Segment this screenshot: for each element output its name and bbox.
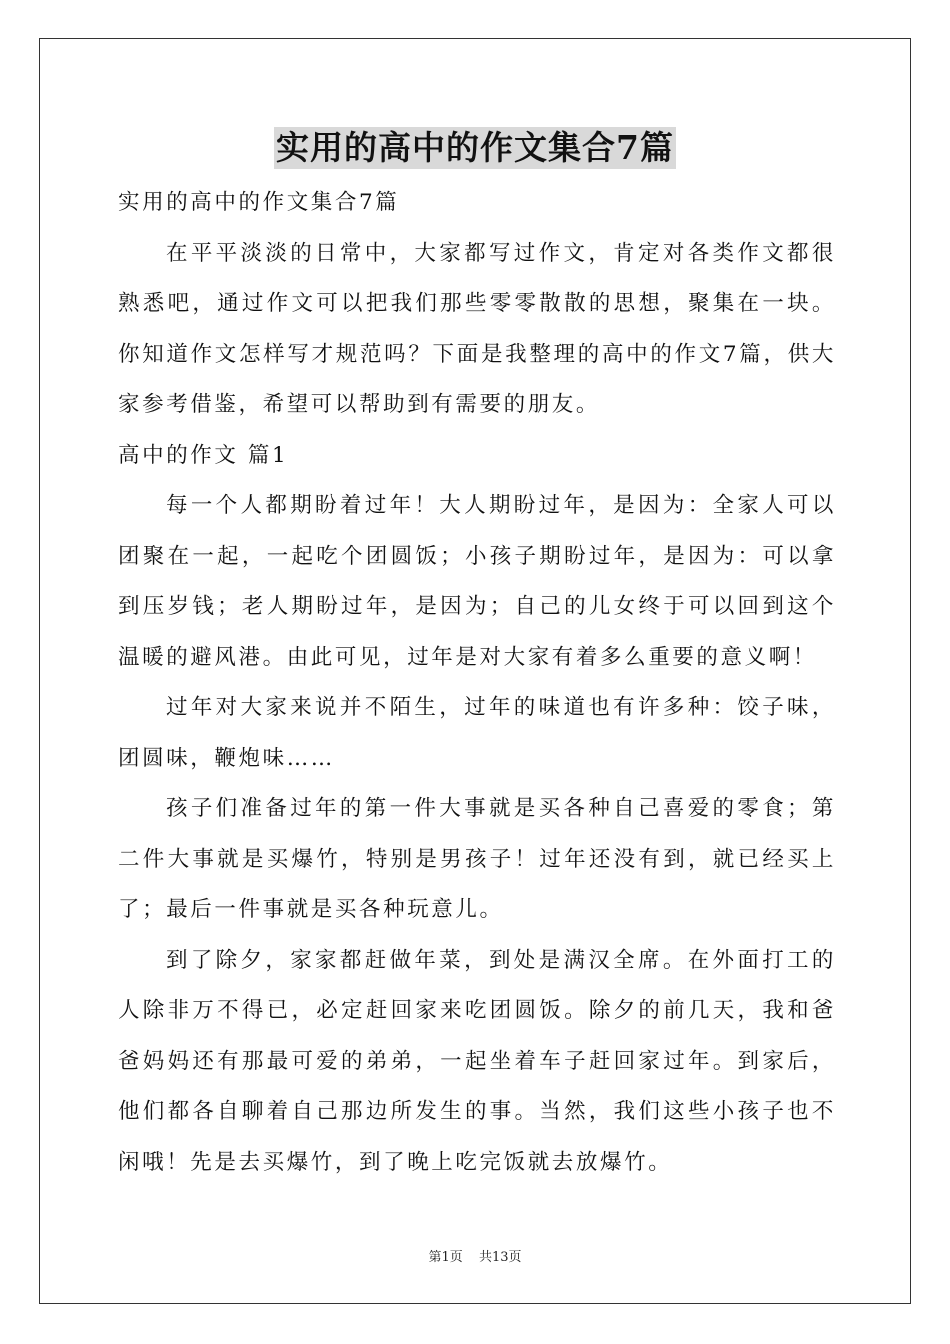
page-total: 共13页 xyxy=(478,1250,522,1265)
page-number: 第1页 xyxy=(428,1250,463,1265)
section-heading: 高中的作文 篇1 xyxy=(118,442,289,468)
page-footer xyxy=(0,1246,950,1265)
document-title: 实用的高中的作文集合7篇 xyxy=(276,128,674,167)
body-paragraph: 过年对大家来说并不陌生，过年的味道也有许多种：饺子味，团圆味，鞭炮味…… xyxy=(118,695,836,771)
document-body xyxy=(118,178,836,1188)
body-paragraph: 孩子们准备过年的第一件大事就是买各种自己喜爱的零食；第二件大事就是买爆竹，特别是男孩子！过年还没有到，就已经买上了；最后一件事就是买各种玩意儿。 xyxy=(118,796,836,922)
body-paragraph: 到了除夕，家家都赶做年菜，到处是满汉全席。在外面打工的人除非万不得已，必定赶回家来吃团圆饭。除夕的前几天，我和爸爸妈妈还有那最可爱的弟弟，一起坐着车子赶回家过年。到家后，他们都各自聊着自己那边所发生的事。当然，我们这些小孩子也不闲哦！先是去买爆竹，到了晚上吃完饭就去放爆竹。 xyxy=(118,947,836,1175)
intro-paragraph: 在平平淡淡的日常中，大家都写过作文，肯定对各类作文都很熟悉吧，通过作文可以把我们那些零零散散的思想，聚集在一块。你知道作文怎样写才规范吗？下面是我整理的高中的作文7篇，供大家参考借鉴，希望可以帮助到有需要的朋友。 xyxy=(118,240,836,417)
document-subtitle: 实用的高中的作文集合7篇 xyxy=(118,190,400,215)
body-paragraph: 每一个人都期盼着过年！大人期盼过年，是因为：全家人可以团聚在一起，一起吃个团圆饭；小孩子期盼过年，是因为：可以拿到压岁钱；老人期盼过年，是因为；自己的儿女终于可以回到这个温暖的避风港。由此可见，过年是对大家有着多么重要的意义啊！ xyxy=(118,493,836,670)
title-container xyxy=(0,127,950,169)
